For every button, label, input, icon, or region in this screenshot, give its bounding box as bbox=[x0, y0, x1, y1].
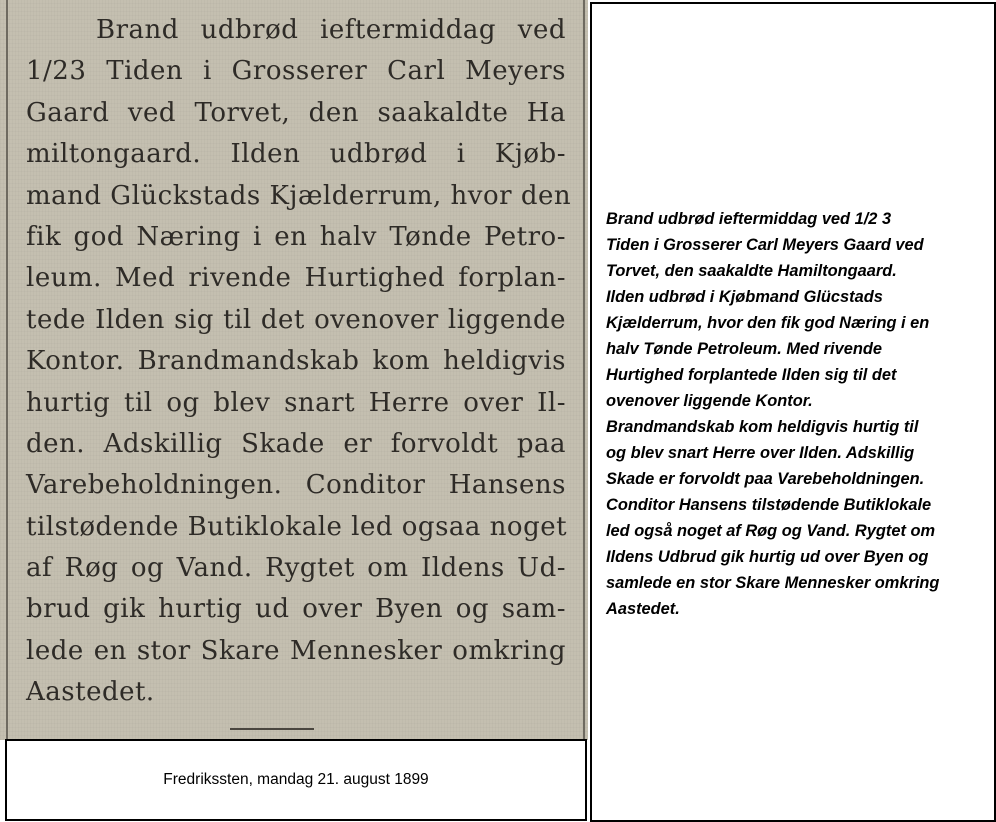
clipping-line: Varebeholdningen. Conditor Hansens bbox=[26, 470, 566, 501]
clipping-line: leum. Med rivende Hurtighed forplan- bbox=[26, 263, 566, 294]
column-rule-left bbox=[6, 0, 8, 740]
clipping-line: Brand udbrød ieftermiddag ved bbox=[96, 15, 566, 45]
caption-text: Fredrikssten, mandag 21. august 1899 bbox=[163, 771, 429, 788]
transcription-line: Kjælderrum, hvor den fik god Næring i en bbox=[606, 314, 930, 332]
caption-box bbox=[5, 739, 587, 821]
transcription-line: Conditor Hansens tilstødende Butiklokale bbox=[606, 496, 932, 514]
clipping-line: miltongaard. Ilden udbrød i Kjøb- bbox=[26, 139, 566, 170]
transcription-line: Torvet, den saakaldte Hamiltongaard. bbox=[606, 262, 897, 280]
transcription-line: Brand udbrød ieftermiddag ved 1/2 3 bbox=[606, 210, 892, 228]
clipping-line: Aastedet. bbox=[26, 677, 155, 708]
clipping-line: hurtig til og blev snart Herre over Il- bbox=[26, 387, 566, 418]
transcription-line: Brandmandskab kom heldigvis hurtig til bbox=[606, 418, 919, 436]
transcription-line: halv Tønde Petroleum. Med rivende bbox=[606, 340, 882, 358]
clipping-line: mand Glückstads Kjælderrum, hvor den bbox=[26, 180, 572, 211]
clipping-line: af Røg og Vand. Rygtet om Ildens Ud- bbox=[26, 553, 566, 584]
clipping-line: Kontor. Brandmandskab kom heldigvis bbox=[26, 346, 566, 377]
transcription-line: Hurtighed forplantede Ilden sig til det bbox=[606, 366, 897, 384]
clipping-line: fik god Næring i en halv Tønde Petro- bbox=[26, 221, 566, 252]
transcription-line: og blev snart Herre over Ilden. Adskillig bbox=[606, 444, 915, 462]
transcription-line: samlede en stor Skare Mennesker omkring bbox=[606, 574, 940, 592]
transcription-line: Ildens Udbrud gik hurtig ud over Byen og bbox=[606, 548, 929, 566]
clipping-line: brud gik hurtig ud over Byen og sam- bbox=[26, 594, 566, 625]
clipping-line: tede Ilden sig til det ovenover liggende bbox=[26, 304, 566, 335]
transcription-line: Aastedet. bbox=[606, 600, 680, 618]
clipping-line: den. Adskillig Skade er forvoldt paa bbox=[26, 428, 566, 459]
column-rule-right bbox=[583, 0, 585, 740]
clipping-line: 1/23 Tiden i Grosserer Carl Meyers bbox=[26, 56, 566, 87]
transcription-line: Ilden udbrød i Kjøbmand Glücstads bbox=[606, 288, 883, 306]
transcription-line: ovenover liggende Kontor. bbox=[606, 392, 813, 410]
clipping-line: tilstødende Butiklokale led ogsaa noget bbox=[26, 511, 568, 542]
transcription-line: Tiden i Grosserer Carl Meyers Gaard ved bbox=[606, 236, 924, 254]
article-end-rule bbox=[230, 728, 314, 730]
clipping-line: Gaard ved Torvet, den saakaldte Ha bbox=[26, 97, 566, 128]
transcription-text bbox=[606, 206, 986, 622]
transcription-line: led også noget af Røg og Vand. Rygtet om bbox=[606, 522, 936, 540]
transcription-line: Skade er forvoldt paa Varebeholdningen. bbox=[606, 470, 925, 488]
transcription-panel bbox=[590, 2, 996, 822]
clipping-line: lede en stor Skare Mennesker omkring bbox=[26, 635, 566, 666]
clipping-text bbox=[26, 10, 572, 714]
